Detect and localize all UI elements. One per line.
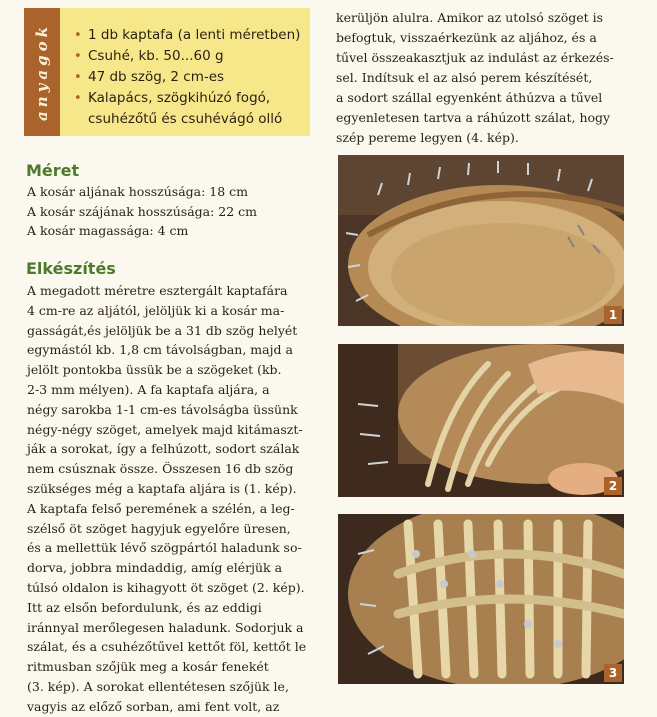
size-lines [27,182,257,241]
body-line: A kaptafa felső peremének a szélén, a leg- [27,500,295,516]
body-line: egymástól kb. 1,8 cm távolságban, majd a [27,342,293,358]
materials-list [74,25,300,130]
body-line: szélső öt szöget hagyjuk egyelőre üresen, [27,520,291,536]
materials-item-text: 1 db kaptafa (a lenti méretben) [88,27,301,43]
body-line: szép pereme legyen (4. kép). [336,130,519,145]
body-line: dorva, jobbra mindaddig, amíg elérjük a [27,560,283,576]
body-line: kerüljön alulra. Amikor az utolsó szöget is [336,10,604,25]
list-item [74,25,300,46]
photo-2-image [338,344,624,497]
materials-item-text: csuhézőtű és csuhévágó olló [88,111,283,127]
body-line: gasságát,és jelöljük be a 31 db szög helyét [27,322,298,338]
body-line: tűvel összeakasztjuk az indulást az érkezés- [336,50,614,65]
list-item [74,109,300,130]
photo-number-badge: 2 [604,477,622,495]
continuation-body [336,8,646,148]
bullet-icon: • [74,49,82,64]
body-line: A megadott méretre esztergált kaptafára [27,283,288,298]
materials-item-text: Csuhé, kb. 50...60 g [88,48,224,64]
size-line: A kosár magassága: 4 cm [27,223,189,238]
size-line: A kosár szájának hosszúsága: 22 cm [27,203,258,219]
body-line: a sodort szállal egyenként áthúzva a tűvel [336,90,603,105]
body-line: vagyis az előző sorban, ami fent volt, az [27,698,280,714]
photo-1 [338,155,624,326]
body-line: 4 cm-re az aljától, jelöljük ki a kosár ma- [27,302,285,318]
materials-tab [24,8,60,136]
photo-3 [338,514,624,684]
bullet-icon: • [74,91,82,106]
photo-number-badge: 1 [604,306,622,324]
size-heading: Méret [26,161,80,180]
body-line: nem csúsznak össze. Összesen 16 db szög [27,461,294,477]
materials-box [24,8,310,136]
body-line: és a mellettük lévő szögpártól haladunk so- [27,540,302,556]
body-line: túlsó oldalon is kihagyott öt szöget (2. kép). [27,579,305,595]
body-line: ják a sorokat, így a felhúzott, sodort szálak [27,441,300,457]
photo-3-image [338,514,624,684]
body-line: 2-3 mm mélyen). A fa kaptafa aljára, a [27,381,270,397]
body-line: ritmusban szőjük meg a kosár fenekét [27,659,269,675]
bullet-icon: • [74,70,82,85]
body-line: egyenletesen tartva a ráhúzott szálat, hogy [336,110,611,125]
body-line: négy sarokba 1-1 cm-es távolságba üssünk [27,401,298,417]
materials-item-text: 47 db szög, 2 cm-es [88,69,225,85]
body-line: négy-négy szöget, amelyek majd kitámaszt- [27,421,303,437]
making-body [27,281,317,717]
list-item [74,67,300,88]
body-line: Itt az elsőn befordulunk, és az eddigi [27,599,262,615]
photo-number-badge: 3 [604,664,622,682]
bullet-icon: • [74,28,82,43]
list-item [74,88,300,109]
materials-item-text: Kalapács, szögkihúzó fogó, [88,90,271,106]
body-line: iránnyal merőlegesen haladunk. Sodorjuk a [27,619,304,635]
body-line: (3. kép). A sorokat ellentétesen szőjük le, [27,678,289,694]
materials-heading: anyagok [33,23,51,121]
body-line: befogtuk, visszaérkezünk az aljához, és a [336,30,597,45]
photo-2 [338,344,624,497]
size-line: A kosár aljának hosszúsága: 18 cm [27,184,249,199]
list-item [74,46,300,67]
body-line: jelölt pontokba üssük be a szögeket (kb. [27,362,282,378]
body-line: sel. Indítsuk el az alsó perem készítését, [336,70,593,85]
body-line: szálat, és a csuhézőtűvel kettőt föl, kettőt le [27,639,307,655]
body-line: szükséges még a kaptafa aljára is (1. kép). [27,480,297,496]
photo-1-image [338,155,624,326]
making-heading: Elkészítés [26,259,116,278]
